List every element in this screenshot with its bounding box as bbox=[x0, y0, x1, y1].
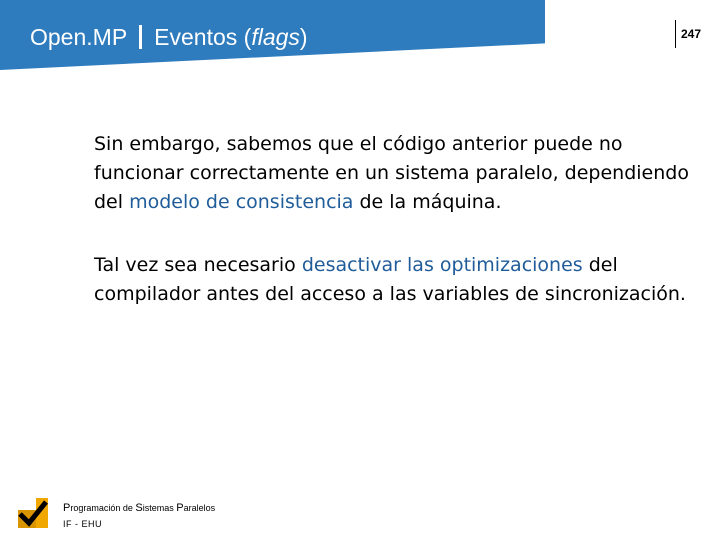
title-separator bbox=[139, 25, 142, 49]
title-italic: flags bbox=[251, 23, 300, 50]
highlight-disable-optimizations: desactivar las optimizaciones bbox=[301, 254, 583, 276]
paragraph-2: Tal vez sea necesario desactivar las optimizaciones del compilador antes del acceso a las variables de sincronización. bbox=[94, 254, 686, 305]
slide-number: 247 bbox=[681, 27, 702, 41]
paragraph-1: Sin embargo, sabemos que el código anterior puede no funcionar correctamente en un sistema paralelo, dependiendo del modelo de consistencia de la máquina. bbox=[94, 133, 689, 213]
course-name: Programación de Sistemas Paralelos bbox=[63, 502, 216, 514]
slide-title bbox=[30, 20, 308, 54]
slide-content bbox=[94, 130, 694, 309]
title-left: Open.MP bbox=[30, 23, 128, 50]
checkmark-logo-icon bbox=[14, 494, 50, 530]
title-right: Eventos (flags) bbox=[154, 23, 308, 50]
page-number-rule bbox=[675, 20, 676, 48]
footer bbox=[63, 502, 215, 530]
highlight-consistency-model: modelo de consistencia bbox=[129, 191, 354, 213]
institution: IF - EHU bbox=[63, 519, 102, 529]
